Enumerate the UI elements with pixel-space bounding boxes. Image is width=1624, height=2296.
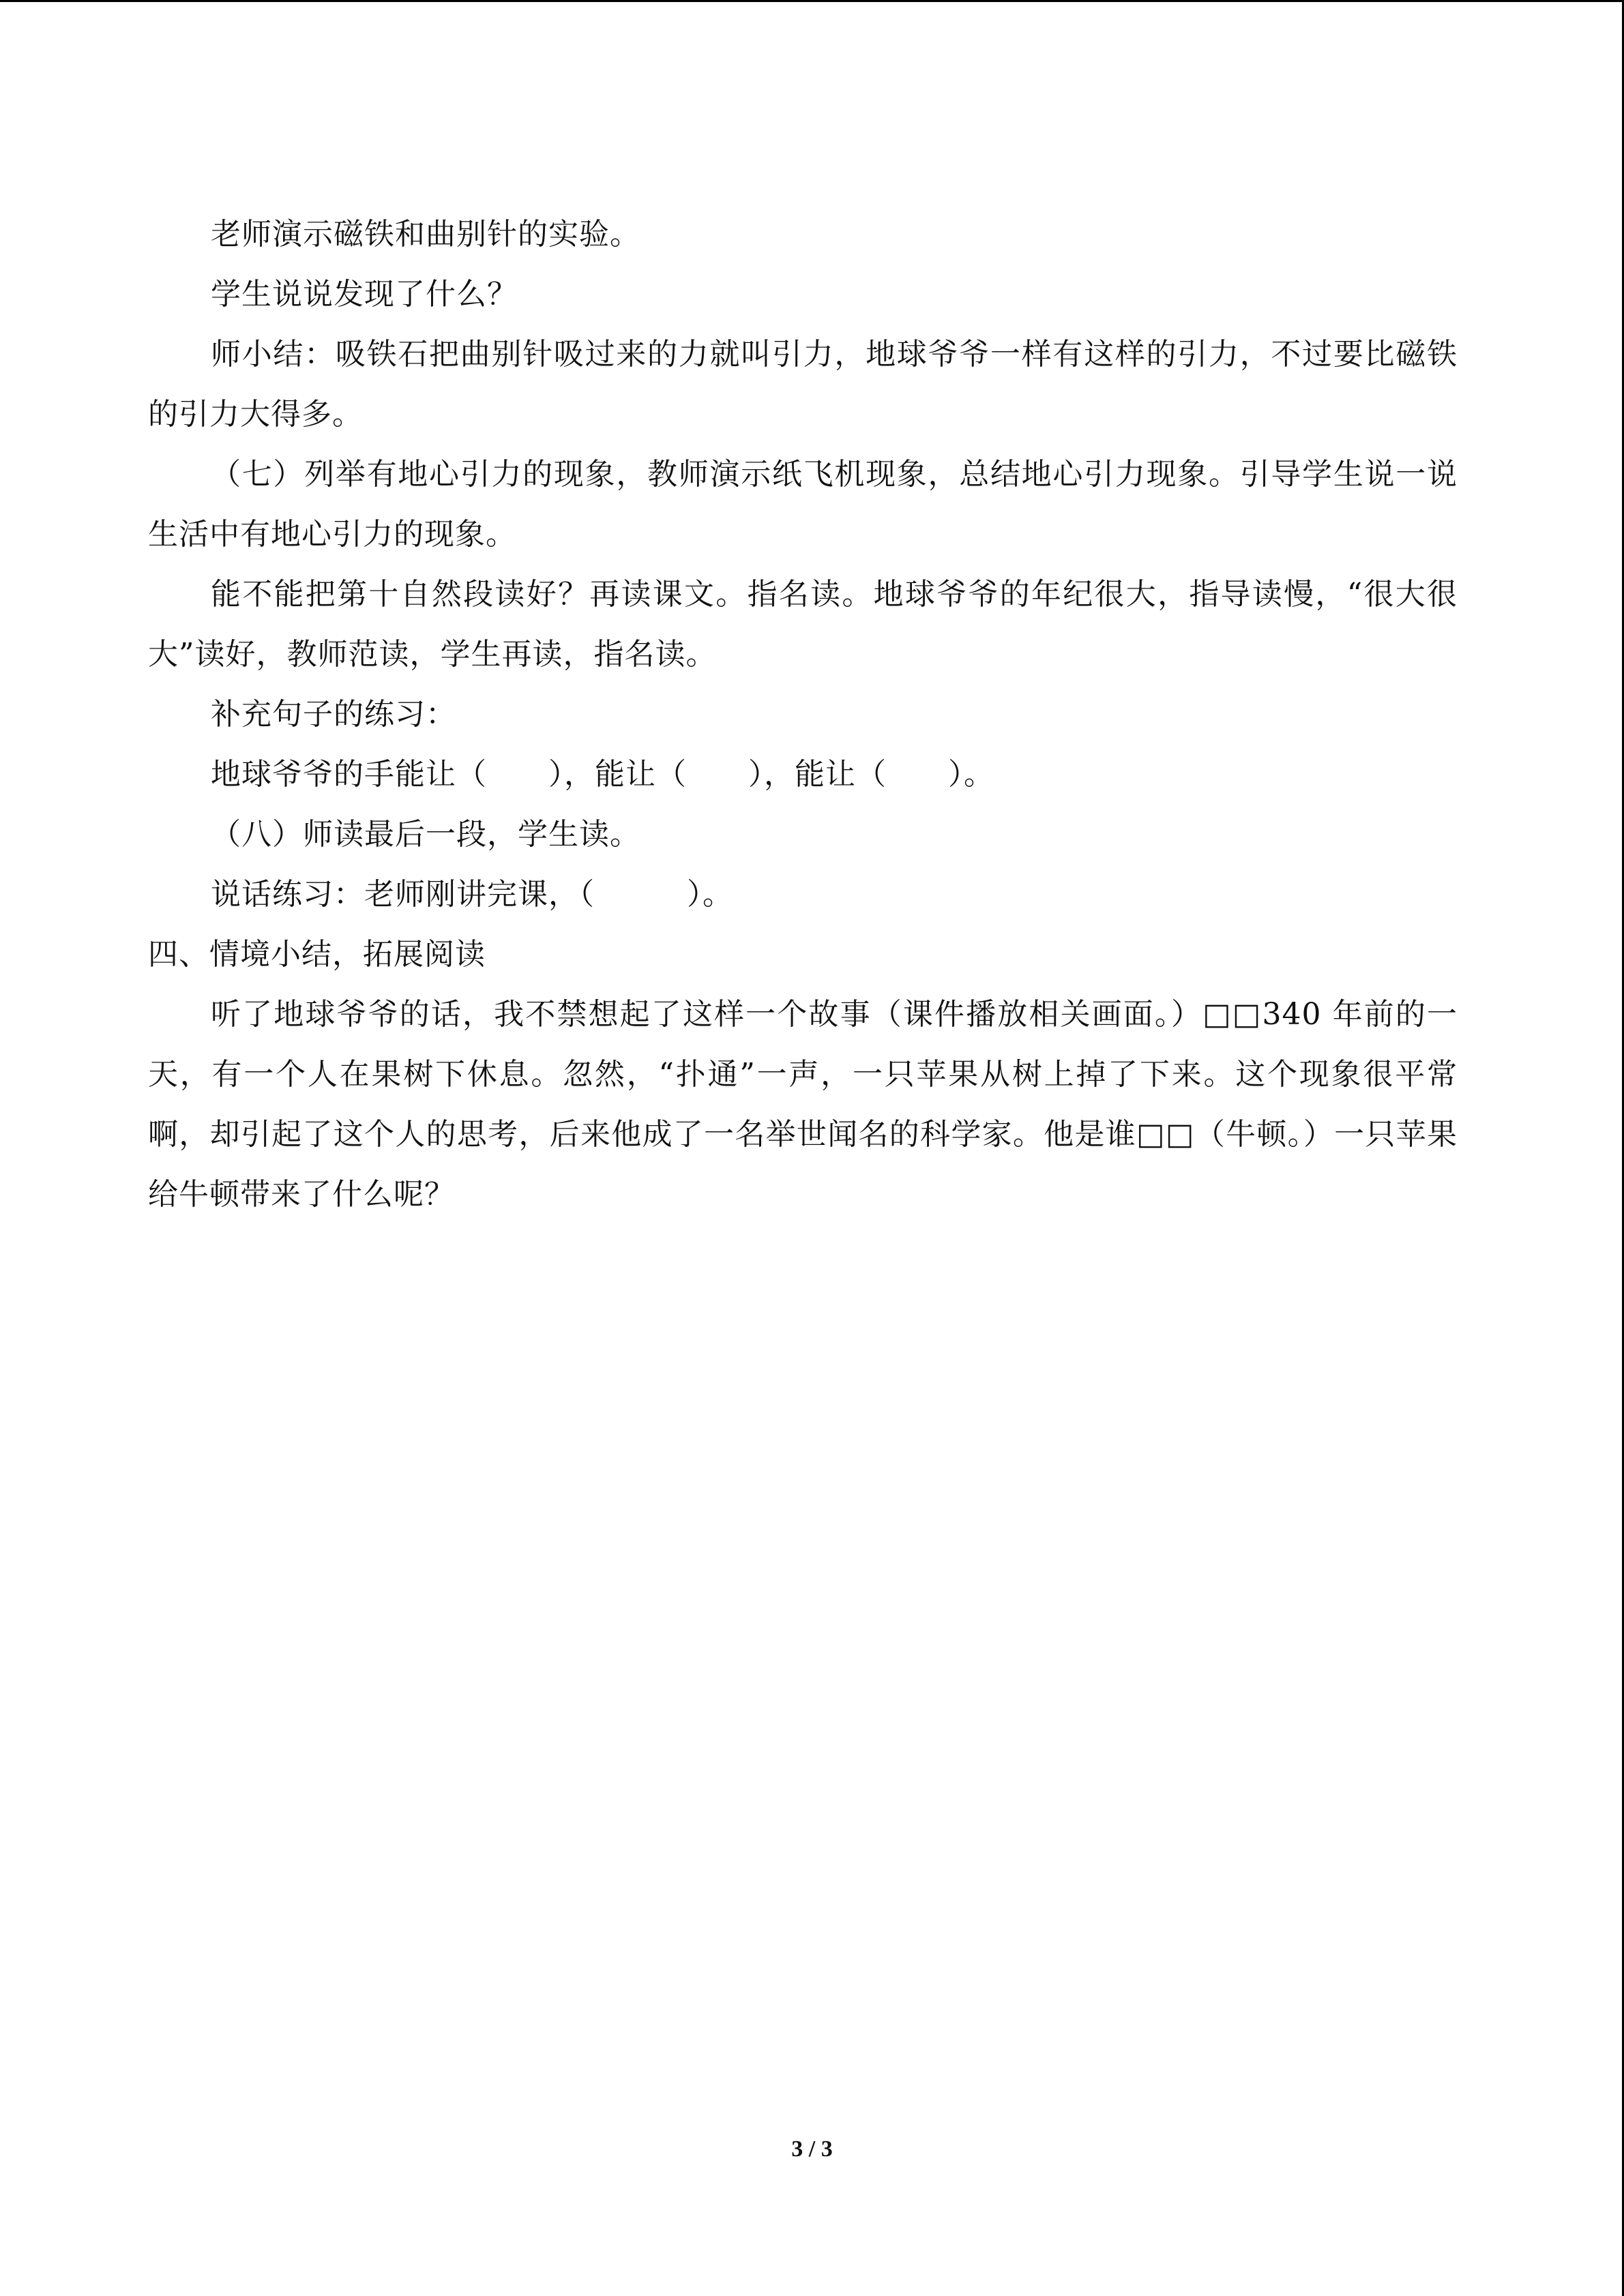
- paragraph-8: （八）师读最后一段，学生读。: [211, 817, 640, 852]
- page-top-border: [0, 0, 1624, 2]
- section-heading: 四、情境小结，拓展阅读: [148, 937, 486, 972]
- paragraph-9: 说话练习：老师刚讲完课，（ ）。: [211, 877, 733, 912]
- paragraph-5: 能不能把第十自然段读好？再读课文。指名读。地球爷爷的年纪很大，指导读慢，“很大很大”读好，教师范读，学生再读，指名读。: [148, 577, 1458, 672]
- paragraph-10: 听了地球爷爷的话，我不禁想起了这样一个故事（课件播放相关画面。）□□340 年前的一天，有一个人在果树下休息。忽然，“扑通”一声，一只苹果从树上掉了下来。这个现象很平常啊，却引起了这个人的思考，后来他成了一名举世闻名的科学家。他是谁□□（牛顿。）一只苹果给牛顿带来了什么呢？: [148, 997, 1458, 1212]
- paragraph-7: 地球爷爷的手能让（ ），能让（ ），能让（ ）。: [211, 757, 994, 792]
- paragraph-3: 师小结：吸铁石把曲别针吸过来的力就叫引力，地球爷爷一样有这样的引力，不过要比磁铁的引力大得多。: [148, 337, 1458, 432]
- paragraph-2: 学生说说发现了什么？: [211, 277, 518, 312]
- paragraph-4: （七）列举有地心引力的现象，教师演示纸飞机现象，总结地心引力现象。引导学生说一说生活中有地心引力的现象。: [148, 457, 1458, 552]
- paragraph-6: 补充句子的练习：: [211, 697, 456, 732]
- page-number: 3 / 3: [791, 2136, 833, 2162]
- document-body: [148, 205, 1458, 1225]
- paragraph-1: 老师演示磁铁和曲别针的实验。: [211, 217, 640, 252]
